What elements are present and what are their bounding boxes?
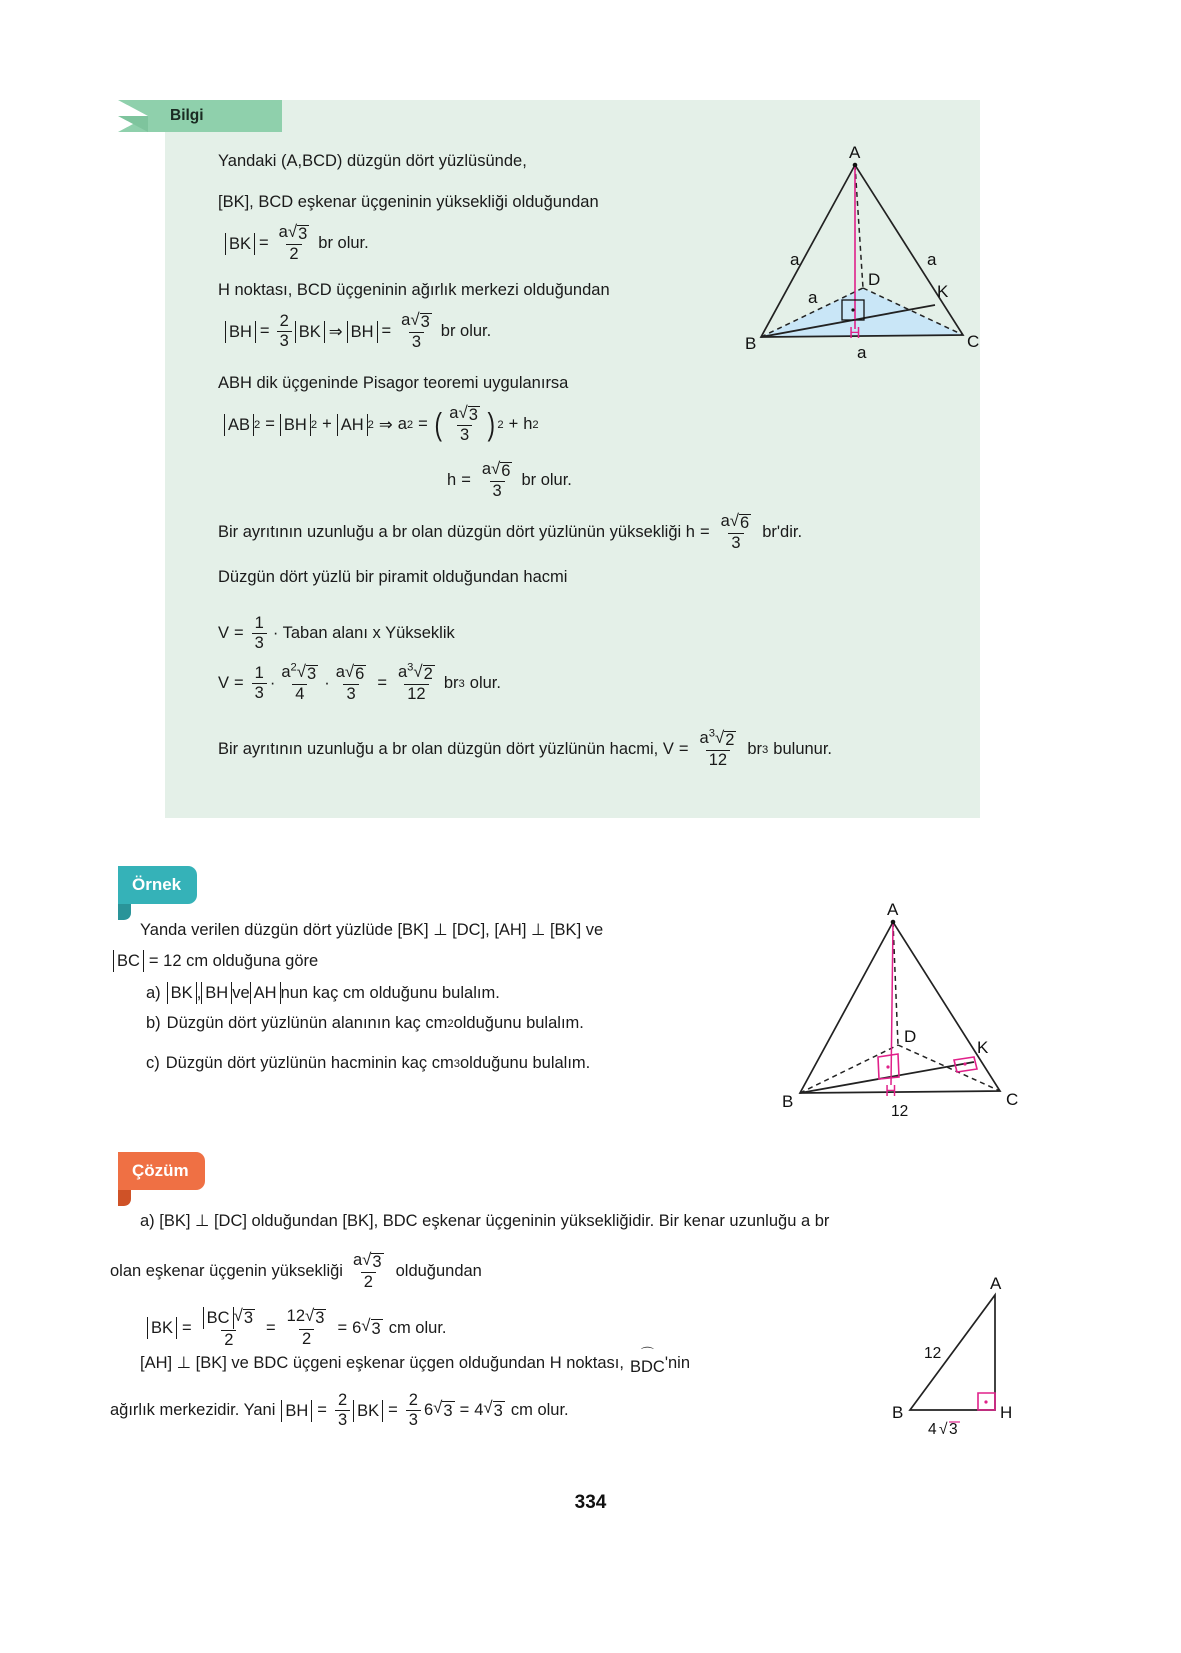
edge-AD-dashed <box>855 165 863 288</box>
fraction-2-over-3 <box>335 1392 350 1430</box>
den-2: 2 <box>221 1330 236 1349</box>
sqrt-icon: √ 6 <box>491 459 511 480</box>
label-C: C <box>1006 1090 1019 1109</box>
label-K: K <box>937 282 949 301</box>
den-3: 3 <box>409 332 424 351</box>
label-C: C <box>967 332 980 351</box>
radicand: 6 <box>740 514 750 532</box>
den-3: 3 <box>728 533 743 552</box>
abs-bh: BH <box>281 1400 312 1422</box>
item-b-tail: olduğunu bulalım. <box>453 1014 584 1033</box>
den-3: 3 <box>277 331 292 350</box>
edge-label-a-bottom: a <box>857 343 867 362</box>
cozum-ribbon <box>118 1152 205 1190</box>
num-1: 1 <box>254 664 264 682</box>
right-angle-dot-K <box>963 1062 966 1065</box>
edge-label-a-left: a <box>790 250 800 269</box>
sentence-text: Bir ayrıtının uzunluğu a br olan düzgün dört yüzlünün hacmi, V <box>218 740 674 759</box>
sqrt-icon: √ 6 <box>729 511 750 532</box>
sentence-text: Bir ayrıtının uzunluğu a br olan düzgün dört yüzlünün yüksekliği h <box>218 523 695 542</box>
cozum-line-1: a) [BK] ⊥ [DC] olduğundan [BK], BDC eşkenar üçgeninin yüksekliğidir. Bir kenar uzunluğu a br <box>140 1212 830 1230</box>
sqrt-icon: √ 3 <box>458 403 478 424</box>
cozum-label: Çözüm <box>132 1161 189 1180</box>
fraction-a-sqrt6-over-3 <box>718 513 755 553</box>
formula-text: · Taban alanı x Yükseklik <box>272 624 455 643</box>
result-6: 6 <box>352 1318 362 1337</box>
equals: = <box>337 1318 348 1337</box>
num-a: a <box>281 663 291 681</box>
fraction-a-sqrt6-over-3 <box>479 461 516 501</box>
den-3: 3 <box>343 684 358 703</box>
equals: = <box>259 234 269 253</box>
label-D: D <box>904 1027 917 1046</box>
item-marker: b) <box>146 1014 161 1033</box>
unit-text: br olur. <box>440 322 492 341</box>
equals: = <box>377 674 387 693</box>
fraction-a-sqrt3-over-3 <box>446 405 483 445</box>
intro-rest: = 12 cm olduğuna göre <box>148 951 319 970</box>
radicand: 6 <box>355 665 365 683</box>
sqrt-icon: √ 3 <box>296 662 317 683</box>
radicand: 3 <box>298 225 308 243</box>
fraction-2-over-3 <box>406 1392 421 1430</box>
item-marker: a) <box>146 983 161 1002</box>
olur-text: olur. <box>469 674 501 693</box>
radicand: 3 <box>372 1253 382 1271</box>
num-a: a <box>699 729 709 747</box>
sqrt-icon: √ 3 <box>305 1306 325 1328</box>
sqrt-icon: √ 2 <box>714 728 735 749</box>
den-2: 2 <box>361 1272 376 1291</box>
bilgi-tab-fold-lower <box>118 116 148 132</box>
num-a: a <box>449 404 459 422</box>
den-12: 12 <box>404 684 428 703</box>
num-2: 2 <box>408 1391 418 1409</box>
angle-arc-group <box>629 1346 665 1377</box>
result-4: 4 <box>474 1401 484 1420</box>
multiply-dot: · <box>324 674 330 693</box>
abs-bh: BH <box>225 321 256 343</box>
fraction-a2sqrt3-over-4 <box>278 661 321 704</box>
label-B: B <box>745 334 757 353</box>
equals: = <box>678 740 689 759</box>
cozum-line-3 <box>147 1307 447 1350</box>
radicand: 3 <box>420 313 430 331</box>
radicand: 3 <box>307 665 317 683</box>
radicand: 3 <box>493 1402 503 1421</box>
edge-BD-dashed <box>800 1045 898 1093</box>
arc-icon: ⌒ <box>640 1346 654 1361</box>
vertex-dot-A <box>891 920 896 925</box>
bilgi-line-8 <box>447 461 572 501</box>
fraction-a3sqrt2-over-12 <box>395 661 438 704</box>
label-K: K <box>977 1038 989 1057</box>
bilgi-tab-label: Bilgi <box>170 107 204 124</box>
den-3: 3 <box>335 1410 350 1429</box>
label-A: A <box>887 900 899 919</box>
equals: = <box>381 322 392 341</box>
plus: + <box>508 415 519 434</box>
label-D: D <box>868 270 881 289</box>
abs-ah: AH <box>337 414 368 436</box>
base-label-sqrt: √ <box>939 1421 948 1438</box>
factor-6: 6 <box>423 1401 434 1420</box>
bilgi-line-5 <box>225 312 491 352</box>
bilgi-tab <box>148 100 282 132</box>
num-a: a <box>397 663 408 681</box>
equals: = <box>234 624 244 643</box>
bilgi-line-13: Bir ayrıtının uzunluğu a br olan düzgün dört yüzlünün hacmi, V = $a^3$ √ 2 12 br 3 bulunur. <box>218 727 833 770</box>
var-v: V <box>218 624 230 643</box>
right-paren: ) <box>487 407 495 443</box>
base-shade <box>761 288 963 337</box>
ornek-ribbon <box>118 866 197 904</box>
label-H: H <box>1000 1403 1013 1422</box>
unit-text: cm olur. <box>388 1318 447 1337</box>
radicand: 3 <box>315 1309 325 1328</box>
num-a: a <box>335 663 345 681</box>
radicand: 2 <box>423 665 433 683</box>
den-12: 12 <box>706 750 730 769</box>
abs-bc: BC <box>203 1307 234 1329</box>
angle-name: BDC <box>629 1357 665 1376</box>
abs-ah: AH <box>250 982 281 1004</box>
ornek-intro-line-2 <box>113 950 318 972</box>
outline-triangle-ABC <box>800 922 1000 1093</box>
num-a: a <box>481 460 492 478</box>
sqrt-icon: √ 3 <box>233 1306 254 1328</box>
label-H: H <box>849 325 861 342</box>
den-3: 3 <box>252 633 267 652</box>
unit-text: br olur. <box>318 234 369 253</box>
den-3: 3 <box>457 425 472 444</box>
den-3: 3 <box>252 683 267 702</box>
bilgi-line-7: AB 2 = BH 2 + AH 2 ⇒ a 2 = ( a √ 3 3 ) 2 + h 2 <box>224 405 539 445</box>
fraction-a-sqrt3-over-3 <box>398 312 435 352</box>
item-c-text: Düzgün dört yüzlünün hacminin kaç cm <box>165 1054 454 1073</box>
ornek-item-c: c) Düzgün dört yüzlünün hacminin kaç cm 3 olduğunu bulalım. <box>146 1054 591 1073</box>
base-label-radicand: 3 <box>949 1421 958 1438</box>
num-1: 1 <box>254 614 264 632</box>
multiply-dot: · <box>269 674 276 693</box>
den-4: 4 <box>292 684 307 703</box>
radicand: 2 <box>725 731 735 749</box>
bilgi-line-12: V = $\frac{1}{3}$ · $a^2$ √ 3 4 · a √ 6 3 = $a^3$ √ 2 12 br 3 olur. <box>218 661 501 704</box>
abs-bk: BK <box>353 1400 383 1422</box>
edge-label-a-right: a <box>927 250 937 269</box>
abs-bk: BK <box>295 321 325 343</box>
equals: = <box>317 1401 327 1420</box>
label-A: A <box>849 143 861 162</box>
right-angle-dot <box>984 1400 987 1403</box>
abs-ab: AB <box>224 414 254 436</box>
item-marker: c) <box>146 1054 160 1073</box>
fraction-a-sqrt3-over-2 <box>350 1252 387 1292</box>
equals: = <box>418 415 428 434</box>
base-label-4sqrt3 <box>928 1421 960 1438</box>
item-a-tail: nun kaç cm olduğunu bulalım. <box>280 983 500 1002</box>
var-v: V <box>218 674 230 693</box>
bilgi-tetrahedron-diagram <box>745 145 985 360</box>
label-H: H <box>885 1083 897 1100</box>
sqrt-icon: √ 3 <box>483 1398 503 1421</box>
abs-bh-2: BH <box>347 321 378 343</box>
left-paren: ( <box>434 407 442 443</box>
page-number: 334 <box>574 1492 607 1513</box>
cozum-line-2 <box>110 1252 482 1292</box>
den-2: 2 <box>299 1329 314 1348</box>
side-label-12: 12 <box>924 1345 942 1362</box>
bulunur-text: bulunur. <box>773 740 833 759</box>
var-h: h <box>523 415 533 434</box>
sqrt-icon: √ 3 <box>410 310 430 331</box>
bilgi-line-10: Düzgün dört yüzlü bir piramit olduğundan hacmi <box>218 568 568 586</box>
plus: + <box>322 415 332 434</box>
right-angle-dot-H <box>886 1065 889 1068</box>
fraction-bc-sqrt3-over-2 <box>200 1307 258 1350</box>
num-a: a <box>278 223 288 241</box>
sqrt-icon: √ 3 <box>433 1398 453 1421</box>
equals: = <box>699 523 710 542</box>
vertex-dot-A <box>853 163 858 168</box>
ornek-item-a <box>146 982 500 1004</box>
fraction-2-over-3 <box>277 313 292 351</box>
equals: = <box>388 1401 398 1420</box>
num-a: a <box>401 311 411 329</box>
equals: = <box>266 1318 276 1337</box>
cozum-line-4 <box>140 1346 690 1377</box>
radicand: 3 <box>371 1319 381 1338</box>
possessive-suffix: 'nin <box>664 1353 690 1372</box>
fraction-a3sqrt2-over-12 <box>697 727 740 770</box>
fraction-a-sqrt3-over-2 <box>276 224 313 264</box>
ornek-tetrahedron-diagram <box>778 900 1028 1120</box>
abs-bk: BK <box>167 982 197 1004</box>
cozum-line-5 <box>110 1392 569 1430</box>
num-a: a <box>720 512 730 530</box>
equals: = <box>461 471 471 490</box>
cozum-ribbon-tail <box>118 1190 131 1206</box>
den-2: 2 <box>286 244 301 263</box>
exp-2: 2 <box>290 661 297 674</box>
abs-bk: BK <box>225 233 255 255</box>
sqrt-icon: √ 3 <box>362 1250 382 1271</box>
base-length-label: 12 <box>891 1103 909 1120</box>
ornek-ribbon-tail <box>118 904 131 920</box>
num-a: a <box>352 1251 363 1269</box>
num-2: 2 <box>337 1391 348 1409</box>
right-angle-dot <box>851 308 854 311</box>
fraction-1-over-3 <box>252 615 267 653</box>
equals: = <box>459 1401 470 1420</box>
base-triangle <box>800 1045 1000 1093</box>
unit-text: br'dir. <box>762 523 803 542</box>
abs-bh: BH <box>280 414 311 436</box>
equals: = <box>265 415 275 434</box>
bilgi-line-2: [BK], BCD eşkenar üçgeninin yüksekliği olduğundan <box>218 193 599 211</box>
bilgi-line-1: Yandaki (A,BCD) düzgün dört yüzlüsünde, <box>218 152 527 170</box>
sqrt-icon: √ 2 <box>413 662 433 683</box>
exp-3: 3 <box>407 661 414 674</box>
sqrt-icon: √ 3 <box>287 222 308 243</box>
ornek-label: Örnek <box>132 875 182 894</box>
sqrt-icon: √ 6 <box>344 662 365 683</box>
sentence-text: [AH] ⊥ [BK] ve BDC üçgeni eşkenar üçgen olduğundan H noktası, <box>140 1354 624 1373</box>
bilgi-line-9 <box>218 513 802 553</box>
unit-text: br olur. <box>521 471 572 490</box>
abs-bc: BC <box>113 950 144 972</box>
tail-text: olduğundan <box>395 1262 482 1281</box>
var-a: a <box>397 415 407 434</box>
radicand: 6 <box>501 462 511 480</box>
ornek-item-b: b) Düzgün dört yüzlünün alanının kaç cm 2 olduğunu bulalım. <box>146 1014 584 1033</box>
bilgi-line-4: H noktası, BCD üçgeninin ağırlık merkezi olduğundan <box>218 281 610 299</box>
abs-bk: BK <box>147 1317 177 1339</box>
unit-text: cm olur. <box>510 1401 569 1420</box>
label-B: B <box>782 1092 794 1111</box>
equals: = <box>234 674 244 693</box>
edge-label-a-bd: a <box>808 288 818 307</box>
exp-3: 3 <box>708 727 715 740</box>
sentence-text: olan eşkenar üçgenin yüksekliği <box>110 1262 343 1281</box>
comma: , <box>196 983 202 1002</box>
bilgi-line-11 <box>218 615 455 653</box>
fraction-asqrt6-over-3 <box>333 664 370 704</box>
num-12: 12 <box>286 1307 306 1326</box>
num-2: 2 <box>279 312 289 330</box>
bilgi-line-3 <box>225 224 369 264</box>
conjunction-ve: ve <box>232 983 250 1002</box>
var-h: h <box>447 471 457 490</box>
abs-bh: BH <box>201 982 232 1004</box>
bilgi-line-6: ABH dik üçgeninde Pisagor teoremi uygulanırsa <box>218 374 569 392</box>
sentence-text: ağırlık merkezidir. Yani <box>110 1401 276 1420</box>
height-AH <box>891 922 893 1085</box>
den-3: 3 <box>490 481 505 500</box>
sqrt-icon: √ 3 <box>361 1315 381 1338</box>
fraction-1-over-3 <box>252 665 267 703</box>
cozum-right-triangle-diagram <box>890 1274 1040 1440</box>
item-c-tail: olduğunu bulalım. <box>459 1054 591 1073</box>
implies-arrow: ⇒ <box>378 415 393 434</box>
implies-arrow: ⇒ <box>328 322 343 341</box>
radicand: 3 <box>243 1309 254 1328</box>
den-3: 3 <box>406 1410 421 1429</box>
fraction-12sqrt3-over-2 <box>284 1308 330 1348</box>
radicand: 3 <box>468 406 478 424</box>
edge-AD-dashed <box>893 922 898 1045</box>
equals: = <box>182 1318 192 1337</box>
radicand: 3 <box>443 1402 453 1421</box>
unit-br: br <box>747 740 763 759</box>
label-B: B <box>892 1403 904 1422</box>
ornek-intro-line-1: Yanda verilen düzgün dört yüzlüde [BK] ⊥ [DC], [AH] ⊥ [BK] ve <box>140 921 604 939</box>
base-label-number: 4 <box>928 1421 937 1438</box>
label-A: A <box>990 1274 1002 1293</box>
item-b-text: Düzgün dört yüzlünün alanının kaç cm <box>166 1014 448 1033</box>
unit-br: br <box>443 674 459 693</box>
equals: = <box>259 322 270 341</box>
